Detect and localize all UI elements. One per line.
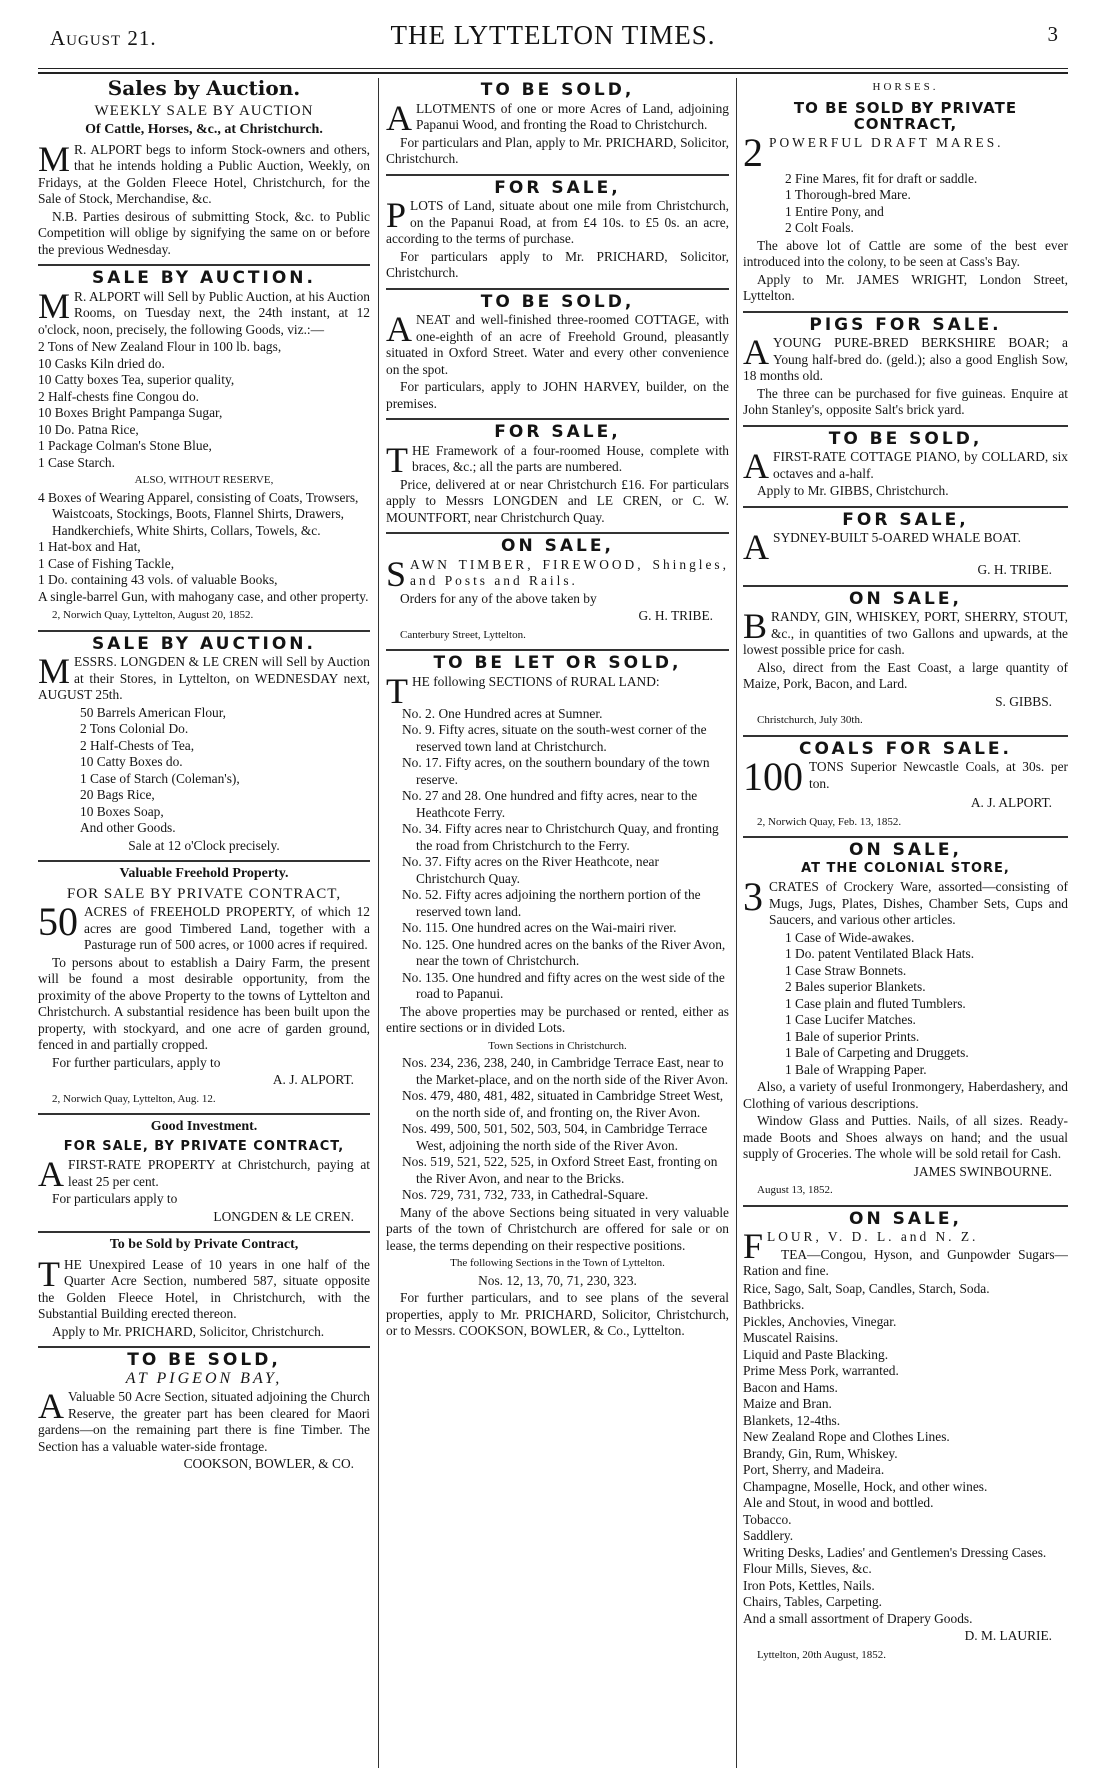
divider xyxy=(38,264,370,266)
list-item: 10 Boxes Soap, xyxy=(80,803,164,819)
ad-lyttelton-sections: Nos. 12, 13, 70, 71, 230, 323. xyxy=(478,1272,637,1288)
ad-signature: LONGDEN & LE CREN. xyxy=(213,1208,354,1224)
list-item: Muscatel Raisins. xyxy=(743,1330,839,1345)
list-item: 2 Colt Foals. xyxy=(785,220,854,235)
list-item: 1 Entire Pony, and xyxy=(785,203,884,219)
divider xyxy=(743,735,1068,737)
ad-house-framework xyxy=(386,424,729,526)
list-item: 4 Boxes of Wearing Apparel, consisting of Coats, Trowsers, Waistcoats, Stockings, Boots, Flannel Shirts, Drawers, Handkerchiefs, White Shirts, Collars, Towels, &c. xyxy=(38,489,359,538)
ad-heading: To be Sold by Private Contract, xyxy=(109,1237,299,1252)
divider xyxy=(743,585,1068,587)
ad-apply: For particulars, apply to JOHN HARVEY, builder, on the premises. xyxy=(386,379,729,411)
ad-rural-land xyxy=(386,655,729,1340)
divider xyxy=(743,425,1068,427)
ad-apply: Apply to Mr. PRICHARD, Solicitor, Christchurch. xyxy=(52,1323,325,1339)
ad-footer: 2, Norwich Quay, Lyttelton, Aug. 12. xyxy=(52,1092,216,1105)
divider xyxy=(743,836,1068,838)
list-item: And other Goods. xyxy=(80,820,176,835)
ad-apply: Apply to Mr. JAMES WRIGHT, London Street, Lyttelton. xyxy=(743,271,1068,303)
ad-whale-boat xyxy=(743,509,1068,579)
ad-body: HE Unexpired Lease of 10 years in one half of the Quarter Acre Section, numbered 587, situate opposite the Golden Fleece Hotel, in Christchurch, with the Substantial Building erected thereon. xyxy=(38,1256,370,1321)
list-item: 10 Do. Patna Rice, xyxy=(38,421,139,437)
masthead xyxy=(38,14,1068,64)
ad-freehold-property xyxy=(38,866,370,1107)
ad-price: Price, delivered at or near Christchurch £16. For particulars apply to Messrs LONGDEN and LE CREN, or C. W. MOUNTFORT, near Christchurch Quay. xyxy=(386,476,729,525)
ad-heading: ON SALE, xyxy=(501,536,614,556)
drop-cap: B xyxy=(743,606,768,646)
ad-note: N.B. Parties desirous of submitting Stock, &c. to Public Competition will oblige by signifying the same on or before the previous Wednesday. xyxy=(38,208,370,257)
list-item: Maize and Bran. xyxy=(743,1396,832,1411)
ad-pigs xyxy=(743,314,1068,419)
ad-signature: D. M. LAURIE. xyxy=(964,1628,1052,1643)
ad-subsection-heading: Town Sections in Christchurch. xyxy=(488,1039,627,1052)
ad-signature: S. GIBBS. xyxy=(995,693,1052,709)
ad-body: LLOTMENTS of one or more Acres of Land, adjoining Papanui Wood, and fronting the Road to Christchurch. xyxy=(416,100,729,132)
drop-cap: T xyxy=(386,670,408,711)
big-numeral: 50 xyxy=(38,899,78,944)
list-item: 1 Case of Wide-awakes. xyxy=(785,929,915,945)
drop-cap: A xyxy=(743,332,769,372)
ad-body: FIRST-RATE COTTAGE PIANO, by COLLARD, six octaves and a-half. xyxy=(773,449,1068,481)
ad-subheading: FOR SALE BY PRIVATE CONTRACT, xyxy=(66,885,342,902)
ad-subheading: AT THE COLONIAL STORE, xyxy=(801,860,1010,876)
divider xyxy=(386,532,729,534)
drop-cap: T xyxy=(38,1253,60,1294)
ad-heading: TO BE SOLD, xyxy=(828,428,983,449)
list-item: Nos. 234, 236, 238, 240, in Cambridge Terrace East, near to the Market-place, and on the north side of the River Avon. xyxy=(402,1055,729,1087)
list-item: Blankets, 12-4ths. xyxy=(743,1412,841,1428)
ad-heading: FOR SALE, xyxy=(842,509,969,530)
ad-apply: Apply to Mr. GIBBS, Christchurch. xyxy=(757,483,949,498)
ad-heading: FOR SALE, xyxy=(494,177,621,198)
drop-cap: A xyxy=(38,1154,64,1194)
ad-body: CRATES of Crockery Ware, assorted—consisting of Mugs, Jugs, Plates, Dishes, Chamber Sets, Cups and Saucers, and various other articles. xyxy=(769,879,1068,927)
ad-body: R. ALPORT begs to inform Stock-owners and others, that he intends holding a Public Auction, Weekly, on Fridays, at the Golden Fleece Hotel, Christchurch, for the Sale of Stock, Merchandise, &c. xyxy=(38,141,370,206)
ad-paragraph: To persons about to establish a Dairy Farm, the present will be found a most desirable opportunity, from the proximity of the above Property to the towns of Lyttelton and Christchurch. A substantial residence has been built upon the property, with stockyard, and one acre of garden ground, fenced in and partially cropped. xyxy=(38,954,370,1052)
ad-heading: SALE BY AUCTION. xyxy=(92,268,316,288)
ad-body: YOUNG PURE-BRED BERKSHIRE BOAR; a Young half-bred do. (geld.); also a good English Sow, 18 months old. xyxy=(743,335,1068,383)
ad-signature: A. J. ALPORT. xyxy=(272,1072,354,1087)
list-item: 10 Casks Kiln dried do. xyxy=(38,355,165,371)
ad-heading: ON SALE, xyxy=(849,1208,962,1229)
list-item: 2 Half-chests fine Congou do. xyxy=(38,388,200,404)
list-item: 1 Case Straw Bonnets. xyxy=(785,962,907,978)
ad-cottage xyxy=(386,291,729,413)
ad-body: LOUR, V. D. L. and N. Z. xyxy=(767,1229,979,1244)
list-item: No. 27 and 28. One hundred and fifty acres, near to the Heathcote Ferry. xyxy=(402,788,698,820)
page-number: 3 xyxy=(1047,22,1058,46)
ad-allotments xyxy=(386,82,729,168)
list-item: Liquid and Paste Blacking. xyxy=(743,1346,889,1362)
ad-horses xyxy=(743,79,1068,305)
column-right xyxy=(743,78,1068,1778)
list-item: 1 Thorough-bred Mare. xyxy=(785,187,911,202)
list-item: Rice, Sago, Salt, Soap, Candles, Starch, Soda. xyxy=(743,1280,990,1296)
ad-sawn-timber xyxy=(386,538,729,643)
reserve-note: ALSO, WITHOUT RESERVE, xyxy=(134,474,274,486)
ad-body: ESSRS. LONGDEN & LE CREN will Sell by Auction at their Stores, in Lyttelton, on WEDNESDAY next, AUGUST 25th. xyxy=(38,654,370,702)
list-item: Nos. 729, 731, 732, 733, in Cathedral-Square. xyxy=(402,1187,649,1202)
ad-heading: ON SALE, xyxy=(849,840,962,860)
ad-body: NEAT and well-finished three-roomed COTTAGE, with one-eighth of an acre of Freehold Ground, pleasantly situated in Oxford Street. Water and every other convenience on the spot. xyxy=(386,312,729,377)
ad-heading: ON SALE, xyxy=(849,588,962,609)
drop-cap: S xyxy=(386,553,407,594)
list-item: 1 Hat-box and Hat, xyxy=(38,539,141,554)
list-item: Brandy, Gin, Rum, Whiskey. xyxy=(743,1445,898,1461)
divider xyxy=(743,311,1068,313)
list-item: 2 Tons of New Zealand Flour in 100 lb. bags, xyxy=(38,339,282,354)
ad-flour-groceries xyxy=(743,1208,1068,1664)
ad-good-investment xyxy=(38,1119,370,1225)
ad-heading: TO BE SOLD, xyxy=(480,80,635,100)
divider xyxy=(38,1231,370,1233)
list-item: Flour Mills, Sieves, &c. xyxy=(743,1561,872,1576)
issue-date: August 21. xyxy=(50,26,157,50)
ad-heading: Valuable Freehold Property. xyxy=(119,866,289,881)
drop-cap: T xyxy=(386,439,408,480)
ad-body: AWN TIMBER, FIREWOOD, Shingles, and Posts and Rails. xyxy=(410,556,729,588)
list-item: And a small assortment of Drapery Goods. xyxy=(743,1610,973,1626)
list-item: 1 Do. containing 43 vols. of valuable Books, xyxy=(38,572,278,587)
ad-note: The above properties may be purchased or rented, either as entire sections or in divided Lots. xyxy=(386,1003,729,1035)
ad-signature: G. H. TRIBE. xyxy=(638,608,713,623)
list-item: 10 Catty boxes Tea, superior quality, xyxy=(38,372,235,387)
ad-subheading: Of Cattle, Horses, &c., at Christchurch. xyxy=(85,122,323,137)
list-item: 2 Tons Colonial Do. xyxy=(80,721,189,736)
column-left xyxy=(38,78,370,1778)
list-item: Tobacco. xyxy=(743,1511,792,1527)
list-item: Chairs, Tables, Carpeting. xyxy=(743,1594,883,1609)
ad-paragraph: Window Glass and Putties. Nails, of all sizes. Ready-made Boots and Shoes always on hand; and the usual supply of Groceries. The whole will be sold retail for Cash. xyxy=(743,1113,1068,1161)
ad-signature: COOKSON, BOWLER, & CO. xyxy=(183,1456,354,1471)
divider xyxy=(38,860,370,862)
drop-cap: A xyxy=(386,97,412,138)
ad-heading: PIGS FOR SALE. xyxy=(809,314,1002,335)
ad-apply: For particulars apply to xyxy=(52,1191,178,1206)
list-item: 2 Fine Mares, fit for draft or saddle. xyxy=(785,170,978,186)
ad-body: LOTS of Land, situate about one mile from Christchurch, on the Papanui Road, at from £4 10s. to £5 0s. an acre, according to the terms of purchase. xyxy=(386,198,729,246)
ad-apply: For particulars and Plan, apply to Mr. PRICHARD, Solicitor, Christchurch. xyxy=(386,134,729,166)
ad-spirits xyxy=(743,588,1068,729)
ad-heading: FOR SALE, xyxy=(494,422,621,442)
ad-kicker: HORSES. xyxy=(872,81,939,93)
list-item: Iron Pots, Kettles, Nails. xyxy=(743,1577,875,1593)
divider xyxy=(386,649,729,651)
list-item: 50 Barrels American Flour, xyxy=(80,704,226,720)
list-item: Bacon and Hams. xyxy=(743,1379,838,1395)
list-item: 1 Bale of superior Prints. xyxy=(785,1028,920,1044)
ad-paragraph: TEA—Congou, Hyson, and Gunpowder Sugars—Ration and fine. xyxy=(743,1246,1068,1278)
list-item: A single-barrel Gun, with mahogany case, and other property. xyxy=(38,588,369,604)
list-item: 10 Boxes Bright Pampanga Sugar, xyxy=(38,405,223,420)
ad-subheading: AT PIGEON BAY, xyxy=(125,1369,283,1387)
column-rule xyxy=(736,78,737,1768)
ad-body: Valuable 50 Acre Section, situated adjoining the Church Reserve, the greater part has been cleared for Maori gardens—on the remaining part there is fine Timber. The Section has a valuable water-side frontage. xyxy=(38,1389,370,1454)
ad-private-contract xyxy=(38,1237,370,1340)
list-item: No. 52. Fifty acres adjoining the northern portion of the reserved town land. xyxy=(402,887,701,919)
list-item: Saddlery. xyxy=(743,1528,794,1543)
newspaper-title: THE LYTTELTON TIMES. xyxy=(390,20,716,50)
list-item: 1 Case plain and fluted Tumblers. xyxy=(785,995,966,1011)
ad-footer: Canterbury Street, Lyttelton. xyxy=(400,628,526,641)
list-item: 1 Bale of Carpeting and Druggets. xyxy=(785,1045,969,1060)
ad-apply: For particulars apply to Mr. PRICHARD, Solicitor, Christchurch. xyxy=(386,248,729,280)
ad-heading: SALE BY AUCTION. xyxy=(92,633,316,654)
ad-footer: Lyttelton, 20th August, 1852. xyxy=(757,1648,886,1661)
divider xyxy=(386,418,729,420)
list-item: No. 115. One hundred acres on the Wai-mairi river. xyxy=(402,920,677,935)
list-item: 1 Case Starch. xyxy=(38,454,115,470)
list-item: 1 Case of Fishing Tackle, xyxy=(38,555,175,571)
ad-body: RANDY, GIN, WHISKEY, PORT, SHERRY, STOUT, &c., in quantities of two Gallons and upwards, at the lowest possible price for cash. xyxy=(743,609,1068,657)
drop-cap: A xyxy=(743,527,769,567)
masthead-rule-thick xyxy=(38,72,1068,74)
ad-longden-auction xyxy=(38,633,370,855)
ad-paragraph: Also, direct from the East Coast, a large quantity of Maize, Pork, Bacon, and Lard. xyxy=(743,659,1068,691)
list-item: Champagne, Moselle, Hock, and other wines. xyxy=(743,1478,988,1494)
divider xyxy=(38,1346,370,1348)
divider xyxy=(38,1113,370,1115)
ad-footer: 2, Norwich Quay, Lyttelton, August 20, 1852. xyxy=(52,609,254,621)
masthead-rule xyxy=(38,68,1068,69)
list-item: Pickles, Anchovies, Vinegar. xyxy=(743,1313,897,1329)
list-item: No. 9. Fifty acres, situate on the south-west corner of the reserved town land at Christchurch. xyxy=(402,722,707,754)
ad-signature: A. J. ALPORT. xyxy=(970,795,1052,810)
big-numeral: 3 xyxy=(743,874,763,919)
list-item: 2 Bales superior Blankets. xyxy=(785,979,926,994)
ad-coals xyxy=(743,738,1068,831)
list-item: Nos. 519, 521, 522, 525, in Oxford Street East, fronting on the River Avon, and near to the Bricks. xyxy=(402,1154,718,1186)
ad-apply: For further particulars, apply to xyxy=(52,1054,221,1070)
drop-cap: A xyxy=(38,1386,64,1426)
ad-heading: TO BE LET OR SOLD, xyxy=(433,653,682,673)
list-item: 20 Bags Rice, xyxy=(80,787,155,802)
drop-cap: A xyxy=(386,309,412,349)
list-item: 2 Half-Chests of Tea, xyxy=(80,737,195,753)
ad-heading: TO BE SOLD BY PRIVATE CONTRACT, xyxy=(793,98,1018,133)
divider xyxy=(386,288,729,290)
divider xyxy=(386,174,729,176)
ad-subheading: FOR SALE, BY PRIVATE CONTRACT, xyxy=(63,1138,345,1154)
ad-sale-by-auction-alport xyxy=(38,270,370,624)
ad-pigeon-bay xyxy=(38,1352,370,1473)
ad-heading: WEEKLY SALE BY AUCTION xyxy=(94,102,314,119)
ad-body: R. ALPORT will Sell by Public Auction, at his Auction Rooms, on Tuesday next, the 24th instant, at 12 o'clock, noon, precisely, the following Goods, viz.:— xyxy=(38,288,370,337)
ad-plots xyxy=(386,177,729,282)
divider xyxy=(38,630,370,632)
list-item: 1 Case of Starch (Coleman's), xyxy=(80,770,240,786)
ad-heading: TO BE SOLD, xyxy=(127,1350,281,1370)
ad-signature: G. H. TRIBE. xyxy=(977,562,1052,577)
ad-apply: For further particulars, and to see plans of the several properties, apply to Mr. PRICHARD, Solicitor, Christchurch, or to Messrs. COOKSON, BOWLER, & Co., Lyttelton. xyxy=(386,1290,729,1338)
list-item: No. 125. One hundred acres on the banks of the River Avon, near the town of Christchurch. xyxy=(402,936,726,968)
column-rule xyxy=(378,78,379,1768)
ad-paragraph: Also, a variety of useful Ironmongery, Haberdashery, and Clothing of various descriptions. xyxy=(743,1079,1068,1111)
big-numeral: 2 xyxy=(743,129,763,175)
ad-paragraph: The three can be purchased for five guineas. Enquire at John Stanley's, opposite Salt's brick yard. xyxy=(743,385,1068,417)
sale-time: Sale at 12 o'Clock precisely. xyxy=(128,837,280,853)
drop-cap: P xyxy=(386,195,407,235)
ad-subsection-heading: The following Sections in the Town of Lyttelton. xyxy=(450,1257,665,1269)
list-item: Port, Sherry, and Madeira. xyxy=(743,1462,885,1477)
drop-cap: F xyxy=(743,1226,764,1266)
ad-body: SYDNEY-BUILT 5-OARED WHALE BOAT. xyxy=(773,530,1021,545)
list-item: Bathbricks. xyxy=(743,1297,805,1312)
column-middle xyxy=(386,78,729,1778)
ad-footer: August 13, 1852. xyxy=(757,1184,833,1196)
list-item: 10 Catty Boxes do. xyxy=(80,754,183,769)
divider xyxy=(743,1205,1068,1207)
ad-body: HE following SECTIONS of RURAL LAND: xyxy=(412,673,660,689)
ad-weekly-sale xyxy=(38,103,370,259)
ad-footer: 2, Norwich Quay, Feb. 13, 1852. xyxy=(757,815,902,828)
drop-cap: M xyxy=(38,285,71,326)
section-title: Sales by Auction. xyxy=(107,78,301,100)
list-item: 1 Do. patent Ventilated Black Hats. xyxy=(785,946,975,961)
list-item: No. 34. Fifty acres near to Christchurch Quay, and fronting the road from Christchurch to the Ferry. xyxy=(402,821,719,853)
list-item: 1 Case Lucifer Matches. xyxy=(785,1012,916,1027)
ad-footer: Christchurch, July 30th. xyxy=(757,714,863,726)
list-item: No. 37. Fifty acres on the River Heathcote, near Christchurch Quay. xyxy=(402,854,659,886)
ad-colonial-store xyxy=(743,842,1068,1199)
ad-paragraph: Many of the above Sections being situated in very valuable parts of the town of Christchurch are offered for sale or on lease, the terms depending on their respective positions. xyxy=(386,1204,729,1253)
ad-heading: Good Investment. xyxy=(150,1119,258,1134)
drop-cap: M xyxy=(38,651,71,691)
ad-body: HE Framework of a four-roomed House, complete with braces, &c.; all the parts are numbered. xyxy=(412,442,729,474)
ad-body: POWERFUL DRAFT MARES. xyxy=(769,134,1004,150)
ad-orders: Orders for any of the above taken by xyxy=(400,590,597,606)
list-item: No. 135. One hundred and fifty acres on the west side of the road to Papanui. xyxy=(402,969,725,1001)
list-item: New Zealand Rope and Clothes Lines. xyxy=(743,1429,950,1444)
drop-cap: M xyxy=(38,138,71,179)
list-item: 1 Bale of Wrapping Paper. xyxy=(785,1061,927,1077)
ad-body: TONS Superior Newcastle Coals, at 30s. per ton. xyxy=(809,759,1068,791)
ad-heading: TO BE SOLD, xyxy=(480,291,635,312)
ad-paragraph: The above lot of Cattle are some of the best ever introduced into the colony, to be seen at Cass's Bay. xyxy=(743,237,1068,269)
ad-piano xyxy=(743,428,1068,500)
list-item: Nos. 499, 500, 501, 502, 503, 504, in Cambridge Terrace West, adjoining the north side of the River Avon. xyxy=(402,1121,708,1153)
list-item: Prime Mess Pork, warranted. xyxy=(743,1363,899,1378)
divider xyxy=(743,506,1068,508)
list-item: No. 2. One Hundred acres at Sumner. xyxy=(402,705,603,721)
drop-cap: A xyxy=(743,446,769,486)
list-item: Ale and Stout, in wood and bottled. xyxy=(743,1495,934,1510)
ad-signature: JAMES SWINBOURNE. xyxy=(913,1163,1052,1179)
list-item: Nos. 479, 480, 481, 482, situated in Cambridge Street West, on the north side of, and fronting on, the River Avon. xyxy=(402,1088,724,1120)
ad-body: ACRES of FREEHOLD PROPERTY, of which 12 acres are good Timbered Land, together with a Pasturage run of 500 acres, or 1000 acres if required. xyxy=(84,904,370,952)
list-item: 1 Package Colman's Stone Blue, xyxy=(38,438,212,453)
ad-body: FIRST-RATE PROPERTY at Christchurch, paying at least 25 per cent. xyxy=(68,1157,370,1189)
ad-heading: COALS FOR SALE. xyxy=(799,738,1012,759)
big-numeral: 100 xyxy=(743,754,803,799)
list-item: Writing Desks, Ladies' and Gentlemen's Dressing Cases. xyxy=(743,1544,1047,1560)
list-item: No. 17. Fifty acres, on the southern boundary of the town reserve. xyxy=(402,755,710,787)
